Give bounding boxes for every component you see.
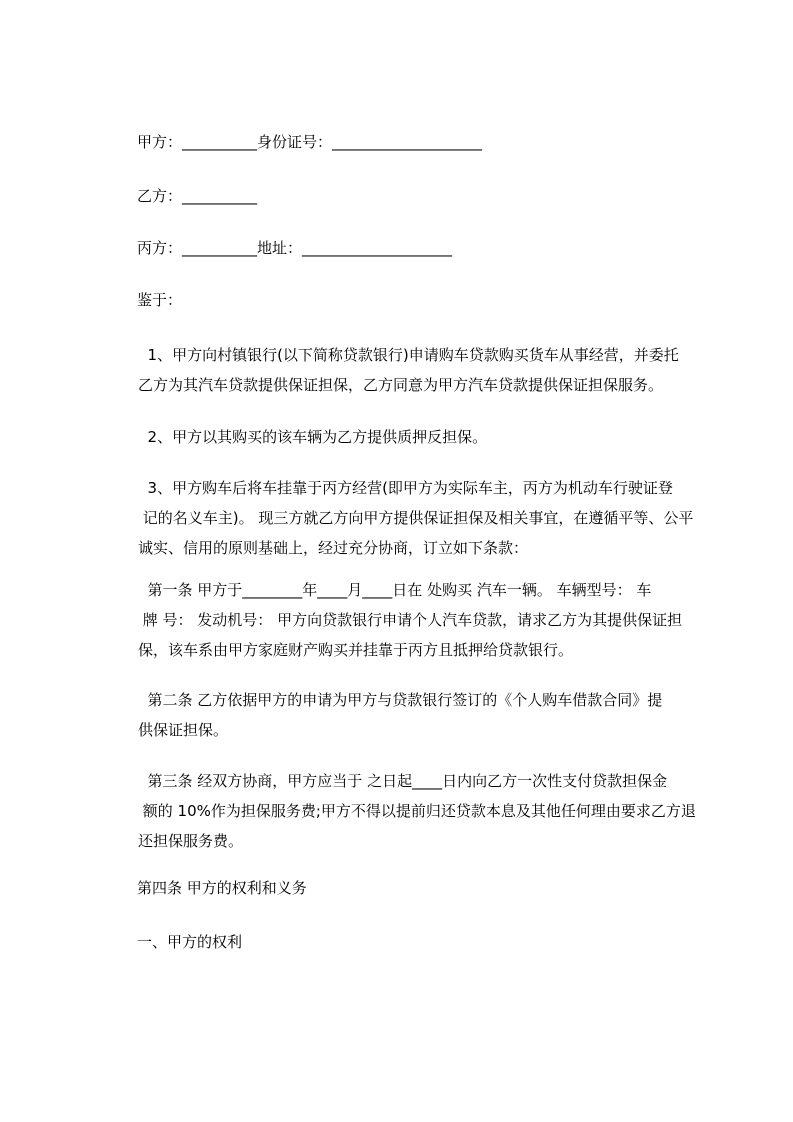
- article-3-line-3: 还担保服务费。: [138, 832, 244, 850]
- recital-3: [116, 473, 706, 563]
- article-1-line-2: 牌 号： 发动机号： 甲方向贷款银行申请个人汽车贷款，请求乙方为其提供保证担: [138, 611, 683, 629]
- party-b-line: 乙方：__________: [137, 187, 258, 205]
- article-1-line-1: 第一条 甲方于________年____月____日在 处购买 汽车一辆。 车辆型号： 车: [138, 581, 652, 599]
- recital-2: [116, 422, 706, 452]
- whereas-heading: 鉴于：: [137, 291, 183, 309]
- article-2-line-2: 供保证担保。: [138, 721, 229, 739]
- article-2: [116, 685, 706, 745]
- recital-3-line-1: 3、甲方购车后将车挂靠于丙方经营(即甲方为实际车主，丙方为机动车行驶证登: [138, 479, 673, 497]
- recital-2-line-1: 2、甲方以其购买的该车辆为乙方提供质押反担保。: [138, 428, 488, 446]
- article-2-line-1: 第二条 乙方依据甲方的申请为甲方与贷款银行签订的《个人购车借款合同》提: [138, 691, 663, 709]
- party-a-line: 甲方：__________身份证号：____________________: [137, 133, 483, 151]
- recital-3-line-3: 诚实、信用的原则基础上，经过充分协商，订立如下条款：: [138, 539, 529, 557]
- recital-1-line-1: 1、甲方向村镇银行(以下简称贷款银行)申请购车贷款购买货车从事经营，并委托: [138, 346, 679, 364]
- article-1-line-3: 保，该车系由甲方家庭财产购买并挂靠于丙方且抵押给贷款银行。: [138, 641, 574, 659]
- article-1: [116, 575, 706, 665]
- party-a-rights-heading: 一、甲方的权利: [137, 933, 243, 951]
- recital-3-line-2: 记的名义车主)。 现三方就乙方向甲方提供保证担保及相关事宜，在遵循平等、公平: [138, 509, 694, 527]
- article-4-heading: 第四条 甲方的权利和义务: [137, 879, 307, 897]
- recital-1: [116, 340, 706, 400]
- article-3: [116, 766, 706, 856]
- party-c-line: 丙方：__________地址：____________________: [137, 239, 453, 257]
- article-3-line-1: 第三条 经双方协商，甲方应当于 之日起____日内向乙方一次性支付贷款担保金: [138, 772, 668, 790]
- article-3-line-2: 额的 10%作为担保服务费;甲方不得以提前归还贷款本息及其他任何理由要求乙方退: [138, 802, 696, 820]
- recital-1-line-2: 乙方为其汽车贷款提供保证担保，乙方同意为甲方汽车贷款提供保证担保服务。: [138, 376, 664, 394]
